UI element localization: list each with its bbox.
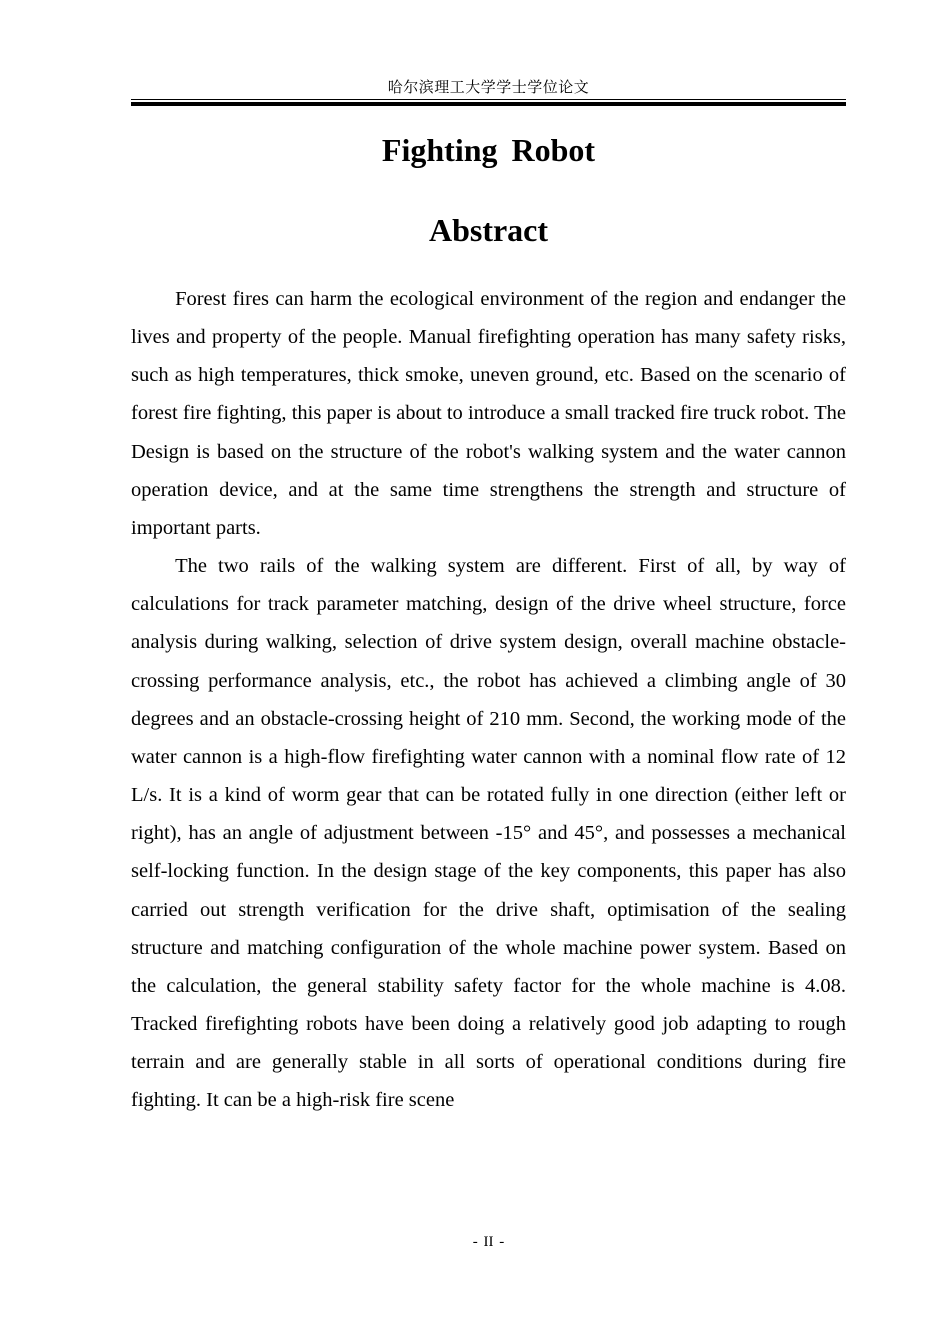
- abstract-heading: Abstract: [428, 212, 549, 248]
- header-rule-thin: [131, 99, 846, 100]
- header-title: 哈尔滨理工大学学士学位论文: [387, 80, 590, 96]
- paper-title: Fighting Robot: [381, 132, 596, 168]
- abstract-paragraph: Forest fires can harm the ecological environment of the region and endanger the lives and property of the people. Manual firefighting operation has many safety risks, such as high temperatures, thick smoke, uneven ground, etc. Based on the scenario of forest fire fighting, this paper is about to introduce a small tracked fire truck robot. The Design is based on the structure of the robot's walking system and the water cannon operation device, and at the same time strengthens the strength and structure of important parts.: [131, 288, 846, 539]
- header-rule-thick: [131, 102, 846, 106]
- abstract-body: [131, 280, 846, 1119]
- abstract-paragraph: The two rails of the walking system are different. First of all, by way of calculations for track parameter matching, design of the drive wheel structure, force analysis during walking, selection of drive system design, overall machine obstacle-crossing performance analysis, etc., the robot has achieved a climbing angle of 30 degrees and an obstacle-crossing height of 210 mm. Second, the working mode of the water cannon is a high-flow firefighting water cannon with a nominal flow rate of 12 L/s. It is a kind of worm gear that can be rotated fully in one direction (either left or right), has an angle of adjustment between -15° and 45°, and possesses a mechanical self-locking function. In the design stage of the key components, this paper has also carried out strength verification for the drive shaft, optimisation of the sealing structure and matching configuration of the whole machine power system. Based on the calculation, the general stability safety factor for the whole machine is 4.08. Tracked firefighting robots have been doing a relatively good job adapting to rough terrain and are generally stable in all sorts of operational conditions during fire fighting. It can be a high-risk fire scene: [131, 555, 846, 1112]
- page-number: - II -: [472, 1234, 505, 1250]
